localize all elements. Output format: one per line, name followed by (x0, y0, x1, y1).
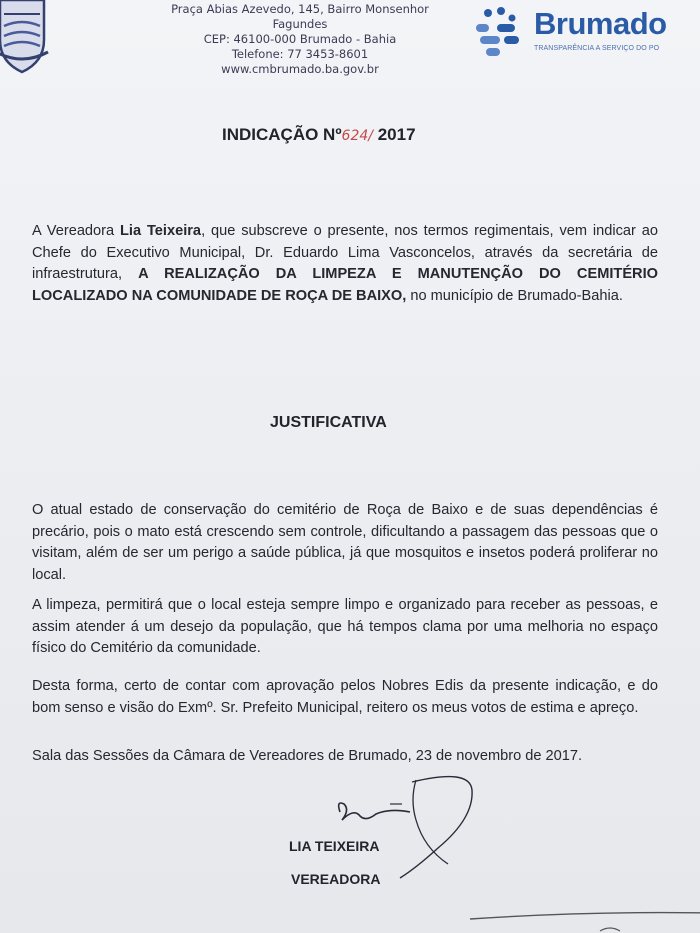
justification-paragraph-1: O atual estado de conservação do cemitério de Roça de Baixo e de suas dependências é precário, pois o mato está crescendo sem controle, dificultando a passagem das pessoas que o visitam, além de ser um perigo a saúde pública, já que mosquitos e insetos poderá proliferar no local. (32, 502, 658, 583)
municipal-crest-icon (0, 0, 50, 76)
intro-author: Lia Teixeira (120, 223, 202, 239)
handwritten-signature (320, 760, 490, 880)
intro-part3: no município de Brumado-Bahia. (406, 287, 623, 304)
signatory-name: LIA TEIXEIRA (289, 838, 380, 854)
institution-address (150, 2, 450, 77)
brand-name: Brumado (534, 6, 667, 41)
intro-part2: , que subscreve o presente, nos termos regimentais, vem indicar ao Chefe do Executivo Municipal, Dr. Eduardo Lima Vasconcelos, através da secretária de infraestrutura, (32, 223, 659, 282)
handwritten-number: 624/ (341, 128, 373, 144)
brand-tagline: TRANSPARÊNCIA A SERVIÇO DO PO (534, 45, 660, 52)
justification-heading: JUSTIFICATIVA (270, 414, 387, 431)
title-year: 2017 (373, 125, 416, 144)
page-edge-mark (470, 905, 700, 933)
justification-paragraph-3: Desta forma, certo de contar com aprovação pelos Nobres Edis da presente indicação, e do bom senso e visão do Exmº. Sr. Prefeito Municipal, reitero os meus votos de estima e apreço. (32, 678, 658, 716)
signatory-role: VEREADORA (291, 871, 381, 887)
session-date-paragraph: Sala das Sessões da Câmara de Vereadores de Brumado, 23 de novembro de 2017. (32, 748, 583, 764)
document-title (222, 125, 416, 145)
address-line-street: Praça Abias Azevedo, 145, Bairro Monsenhor Fagundes (171, 2, 429, 31)
intro-request: A REALIZAÇÃO DA LIMPEZA E MANUTENÇÃO DO CEMITÉRIO LOCALIZADO NA COMUNIDADE DE ROÇA DE BAIXO, (32, 266, 658, 304)
brumado-logo-icon (470, 4, 528, 62)
address-line-phone: Telefone: 77 3453-8601 (231, 47, 369, 61)
address-line-website: www.cmbrumado.ba.gov.br (221, 62, 379, 76)
title-prefix: INDICAÇÃO Nº (222, 125, 342, 144)
address-line-postcode: CEP: 46100-000 Brumado - Bahia (203, 32, 397, 46)
brand-logo (470, 2, 700, 62)
intro-paragraph (32, 221, 658, 307)
justification-paragraph-2: A limpeza, permitirá que o local esteja sempre limpo e organizado para receber as pessoas, e assim atender á um desejo da população, que há tempos clama por uma melhoria no espaço físico do Cemitério da comunidade. (32, 597, 658, 656)
intro-part1: A Vereadora (32, 223, 121, 239)
